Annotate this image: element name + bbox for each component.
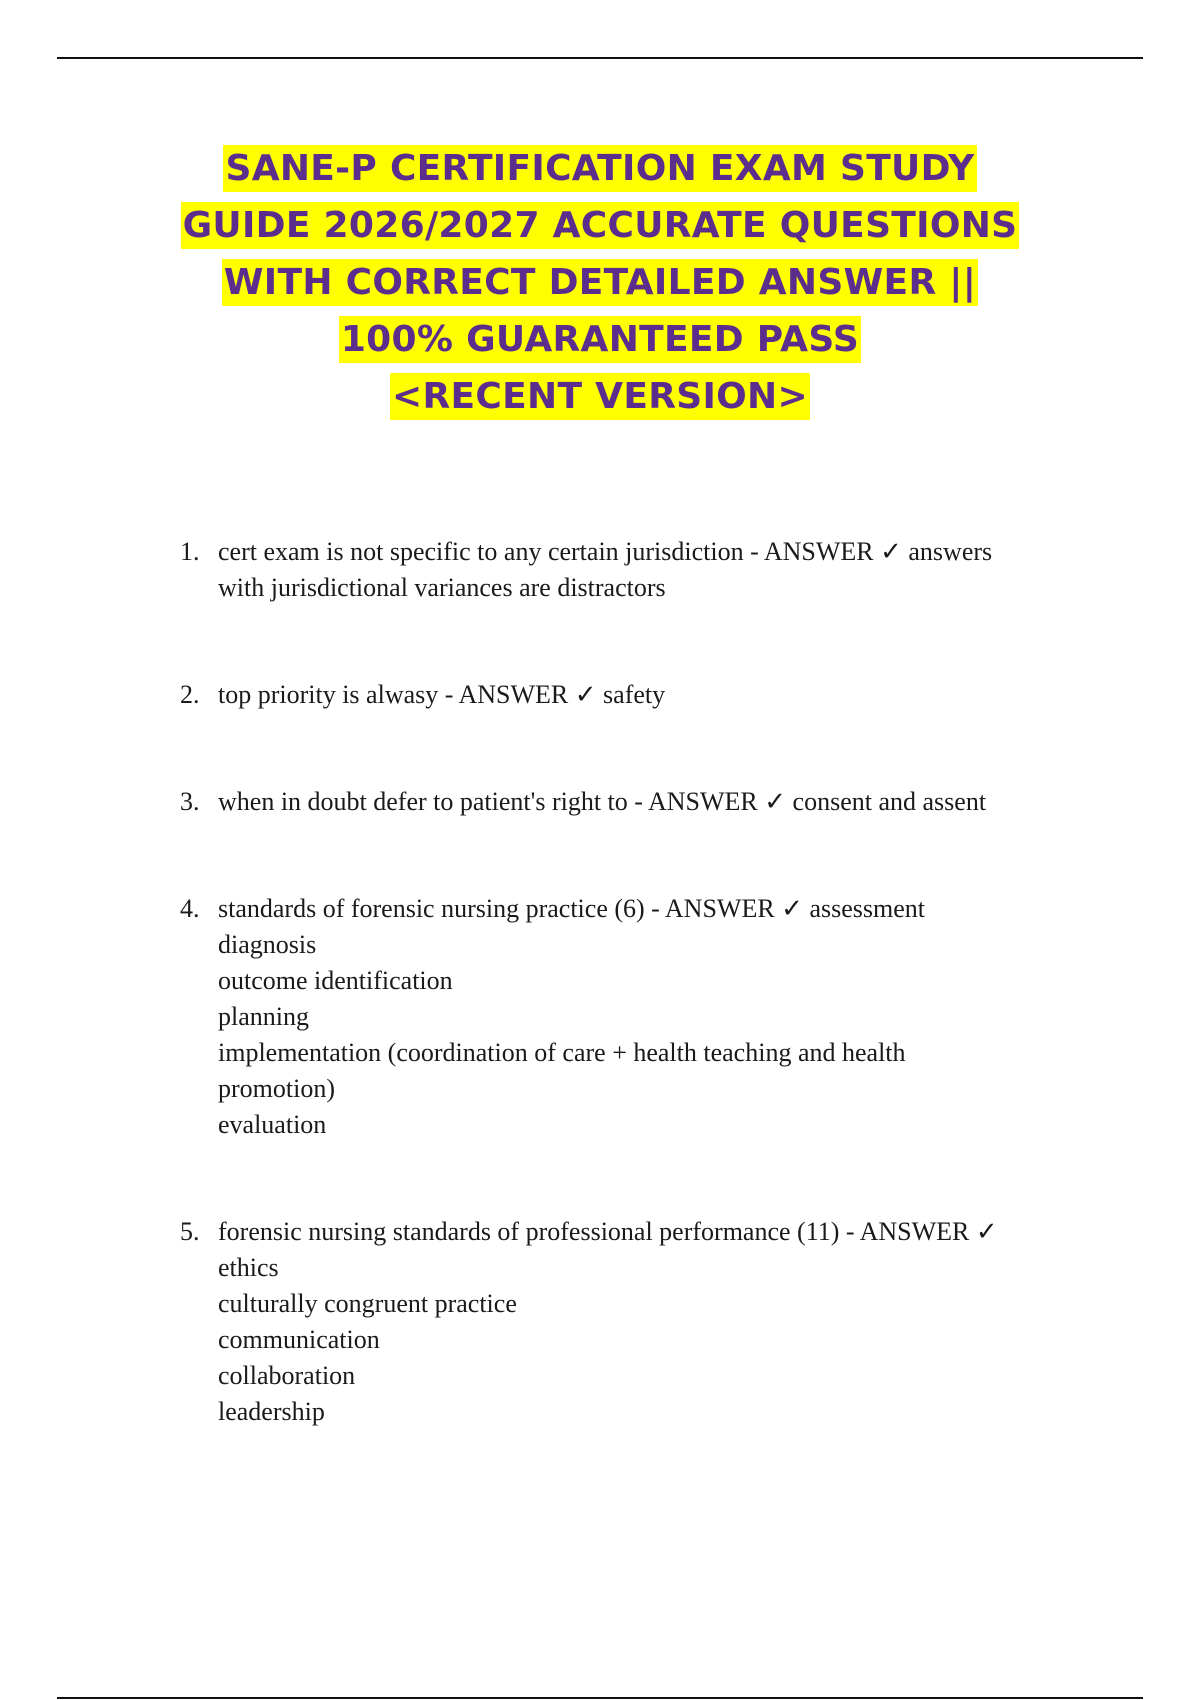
item-text-line: promotion): [218, 1074, 335, 1103]
list-item: [0, 677, 1200, 713]
item-text-line: with jurisdictional variances are distractors: [218, 573, 666, 602]
list-item: [0, 784, 1200, 820]
item-text-line: diagnosis: [218, 930, 317, 959]
item-text-line: communication: [218, 1325, 380, 1354]
item-text-line: implementation (coordination of care + health teaching and health: [218, 1038, 906, 1067]
title-line-4: 100% GUARANTEED PASS: [339, 316, 861, 363]
item-text-line: cert exam is not specific to any certain jurisdiction - ANSWER ✓ answers: [218, 537, 993, 566]
item-text-line: leadership: [218, 1397, 325, 1426]
item-text-line: when in doubt defer to patient's right to - ANSWER ✓ consent and assent: [218, 787, 987, 816]
item-text-line: ethics: [218, 1253, 279, 1282]
list-item: [0, 1214, 1200, 1430]
item-text-line: collaboration: [218, 1361, 356, 1390]
bottom-rule: [57, 1697, 1143, 1699]
item-number: 4.: [180, 894, 200, 923]
list-item: [0, 534, 1200, 606]
title-line-5: <RECENT VERSION>: [390, 373, 810, 420]
item-number: 5.: [180, 1217, 200, 1246]
title-line-3: WITH CORRECT DETAILED ANSWER ||: [222, 259, 978, 306]
list-item: [0, 891, 1200, 1143]
item-text-line: planning: [218, 1002, 309, 1031]
item-text-line: evaluation: [218, 1110, 327, 1139]
question-answer-list: [0, 534, 1200, 1430]
document-title: [0, 140, 1200, 425]
top-rule: [57, 57, 1143, 59]
item-text-line: outcome identification: [218, 966, 453, 995]
title-line-2: GUIDE 2026/2027 ACCURATE QUESTIONS: [181, 202, 1020, 249]
title-line-1: SANE-P CERTIFICATION EXAM STUDY: [223, 145, 976, 192]
item-text-line: culturally congruent practice: [218, 1289, 517, 1318]
item-number: 1.: [180, 537, 200, 566]
item-text-line: standards of forensic nursing practice (6) - ANSWER ✓ assessment: [218, 894, 926, 923]
item-text-line: forensic nursing standards of professional performance (11) - ANSWER ✓: [218, 1217, 998, 1246]
item-number: 2.: [180, 680, 200, 709]
item-number: 3.: [180, 787, 200, 816]
item-text-line: top priority is alwasy - ANSWER ✓ safety: [218, 680, 666, 709]
